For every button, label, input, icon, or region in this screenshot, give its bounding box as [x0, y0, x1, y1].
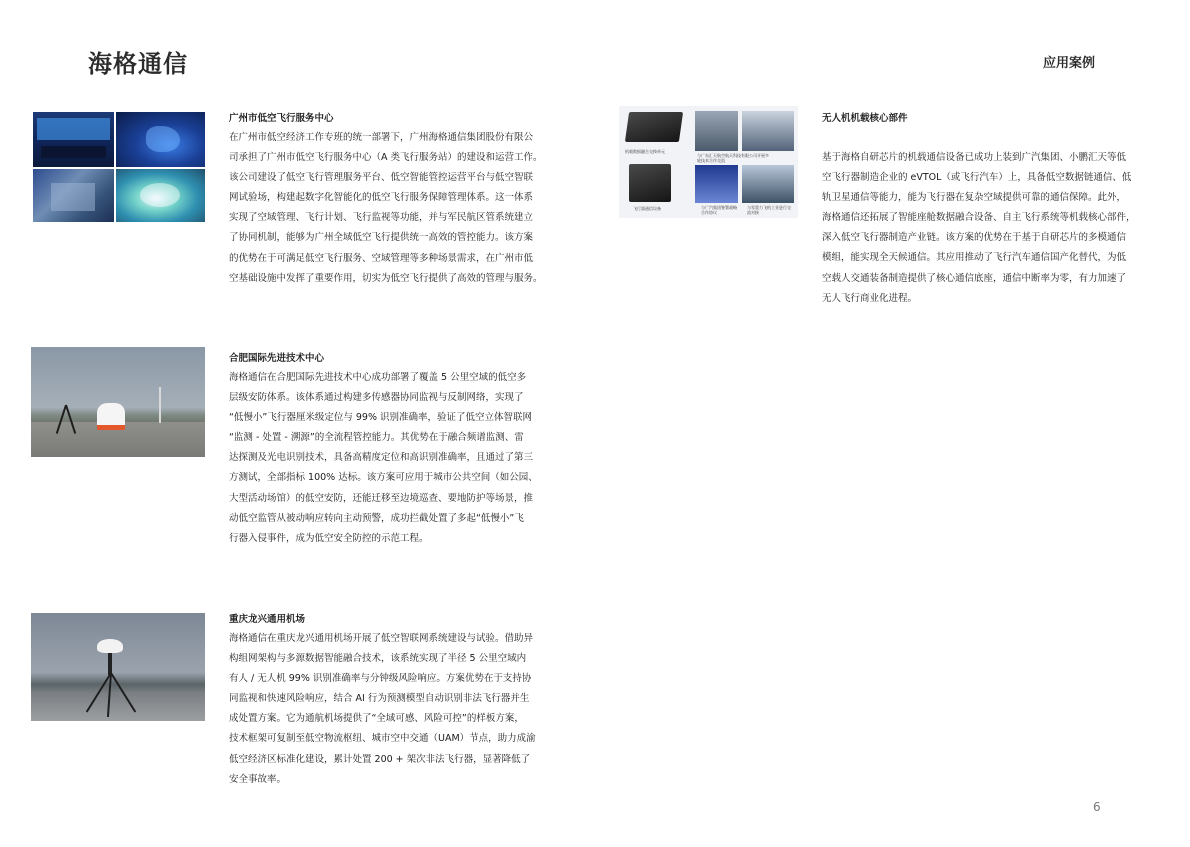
case-body	[229, 368, 538, 549]
case-line: 成处置方案。它为通航机场提供了“全域可感、风险可控”的样板方案，	[229, 713, 524, 725]
case-line: 基于海格自研芯片的机载通信设备已成功上装到广汽集团、小鹏汇天等低	[822, 152, 1127, 163]
case-line: 无人飞行商业化进程。	[822, 292, 918, 304]
case-title: 无人机机载核心部件	[822, 113, 908, 124]
case-line: 大型活动场馆）的低空安防，还能迁移至边境巡查、要地防护等场景，推	[229, 492, 534, 504]
case-line: 动低空监管从被动响应转向主动预警，成功拦截处置了多起“低慢小”飞	[229, 512, 524, 524]
case-line: 空载人交通装备制造提供了核心通信底座，通信中断率为零，有力加速了	[822, 272, 1127, 284]
case-line: 模组，能实现全天候通信。其应用推动了飞行汽车通信国产化替代，为低	[822, 252, 1127, 264]
image-caption: 与广汽集团签署战略合作协议	[701, 205, 737, 215]
data-fusion-unit-photo	[625, 112, 683, 142]
case-line: 了协同机制，能够为广州全域低空飞行提供统一高效的管控能力。该方案	[229, 232, 534, 244]
exchange-visit-photo	[742, 165, 794, 203]
case-line: 构组网架构与多源数据智能融合技术，该系统实现了半径 5 公里空域内	[229, 653, 527, 665]
image-caption: 与广东汇天航空航天科技有限公司开展多轮技术合作交流	[697, 153, 769, 163]
case-line: 空基础设施中发挥了重要作用，切实为低空飞行提供了高效的管理与服务。	[229, 272, 543, 284]
case-title: 合肥国际先进技术中心	[229, 353, 325, 364]
airport-rooftop-scene	[31, 613, 205, 721]
case-line: 司承担了广州市低空飞行服务中心（A 类飞行服务站）的建设和运营工作。	[229, 152, 543, 164]
case-line: 轨卫星通信等能力，能为飞行器在复杂空域提供可靠的通信保障。此外，	[822, 192, 1127, 204]
case-line: 空飞行器制造企业的 eVTOL（或飞行汽车）上，具备低空数据链通信、低	[822, 172, 1132, 184]
case-line: 网试验场，构建起数字化智能化的低空飞行服务保障管理体系。这一体系	[229, 192, 534, 204]
case-line: 有人 / 无人机 99% 识别准确率与分钟级风险响应。方案优势在于支持协	[229, 673, 532, 685]
case-line: 深入低空飞行器制造产业链。该方案的优势在于基于自研芯片的多模通信	[822, 232, 1127, 244]
case-line: 的优势在于可满足低空飞行服务、空域管理等多种场景需求，在广州市低	[229, 252, 534, 264]
company-brand-title: 海格通信	[88, 50, 188, 78]
case-body	[229, 128, 543, 289]
case-line: 海格通信还拓展了智能座舱数据融合设备、自主飞行系统等机载核心部件，	[822, 212, 1136, 224]
case-line: 在广州市低空经济工作专班的统一部署下，广州海格通信集团股份有限公	[229, 132, 534, 143]
case-line: 同监视和快速风险响应，结合 AI 行为预测模型自动识别非法飞行器并生	[229, 693, 530, 705]
chongqing-antenna-image	[31, 613, 205, 721]
case-title: 广州市低空飞行服务中心	[229, 113, 334, 124]
case-line: 层级安防体系。该体系通过构建多传感器协同监视与反制网络，实现了	[229, 392, 524, 404]
control-center-image	[33, 112, 205, 222]
case-line: 海格通信在合肥国际先进技术中心成功部署了覆盖 5 公里空域的低空多	[229, 372, 527, 383]
city-map-dashboard	[116, 112, 205, 167]
case-line: 技术框架可复制至低空物流枢纽、城市空中交通（UAM）节点，助力成渝	[229, 733, 536, 745]
section-title: 应用案例	[1043, 56, 1096, 71]
meeting-photo	[695, 111, 738, 151]
case-title: 重庆龙兴通用机场	[229, 614, 306, 625]
case-hefei	[229, 350, 538, 549]
case-line: 该公司建设了低空飞行管理服务平台、低空智能管控运营平台与低空智联	[229, 172, 534, 184]
aircraft-comm-device-photo	[629, 164, 671, 202]
case-line: 低空经济区标准化建设，累计处置 200 + 架次非法飞行器，显著降低了	[229, 753, 531, 765]
case-line: 行器入侵事件，成为低空安全防控的示范工程。	[229, 532, 429, 544]
case-line: 安全事故率。	[229, 773, 287, 785]
case-line: 方测试，全部指标 100% 达标。该方案可应用于城市公共空间（如公园、	[229, 472, 538, 484]
signing-ceremony-photo	[695, 165, 738, 203]
case-chongqing	[229, 611, 536, 790]
image-caption: 机载数据融合交换单元	[625, 149, 665, 154]
image-caption: 与零重力飞机工业进行交流对接	[747, 205, 791, 215]
case-line: “低慢小”飞行器厘米级定位与 99% 识别准确率，验证了低空立体智联网	[229, 412, 532, 424]
image-caption: 飞行器通信设备	[633, 206, 661, 211]
meeting-photo	[742, 111, 794, 151]
page-number: 6	[1093, 800, 1101, 814]
case-line: 达探测及光电识别技术，具备高精度定位和高识别准确率，且通过了第三	[229, 452, 534, 464]
city-3d-dashboard	[33, 169, 114, 222]
case-line: 海格通信在重庆龙兴通用机场开展了低空智联网系统建设与试验。借助异	[229, 633, 534, 644]
control-room-photo	[33, 112, 114, 167]
airborne-equipment-image	[619, 106, 798, 218]
case-body	[822, 148, 1136, 309]
case-guangzhou	[229, 110, 543, 289]
case-line: 实现了空域管理、飞行计划、飞行监视等功能，并与军民航区管系统建立	[229, 212, 534, 224]
hefei-rooftop-image	[31, 347, 205, 457]
case-body	[229, 629, 536, 790]
case-airborne-components	[822, 110, 1136, 309]
case-line: “监测 - 处置 - 溯源”的全流程管控能力。其优势在于融合频谱监测、雷	[229, 432, 524, 444]
airport-3d-dashboard	[116, 169, 205, 222]
